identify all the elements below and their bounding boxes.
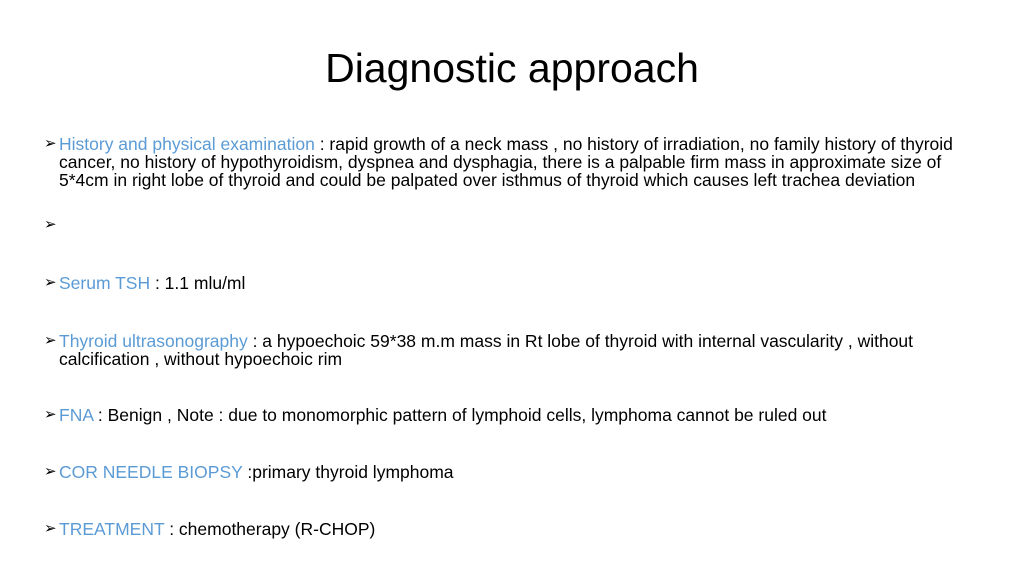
- bullet-body: : chemotherapy (R-CHOP): [164, 519, 376, 539]
- bullet-label: FNA: [59, 405, 94, 425]
- slide-title: Diagnostic approach: [325, 45, 699, 91]
- arrow-bullet-icon: ➢: [44, 463, 57, 480]
- bullet-label: Serum TSH: [59, 273, 151, 293]
- bullet-text: [59, 463, 984, 481]
- bullet-text: [59, 274, 984, 292]
- bullet-text: [59, 520, 984, 538]
- arrow-bullet-icon: ➢: [44, 332, 57, 349]
- arrow-bullet-icon: ➢: [44, 216, 57, 233]
- bullet-text: [59, 406, 984, 424]
- bullet-body: : Benign , Note : due to monomorphic pattern of lymphoid cells, lymphoma cannot be ruled out: [93, 405, 827, 425]
- arrow-bullet-icon: ➢: [44, 274, 57, 291]
- bullet-label: COR NEEDLE BIOPSY: [59, 462, 243, 482]
- bullet-body: : rapid growth of a neck mass , no history of irradiation, no family history of thyroid cancer, no history of hypothyroidism, dyspnea and dysphagia, there is a palpable firm mass in approximate size of 5*4cm in right lobe of thyroid and could be palpated over isthmus of thyroid which causes left trachea deviation: [59, 134, 953, 190]
- bullet-text: [59, 332, 984, 368]
- arrow-bullet-icon: ➢: [44, 520, 57, 537]
- bullet-label: TREATMENT: [59, 519, 165, 539]
- bullet-core-needle-biopsy: [44, 463, 984, 481]
- bullet-serum-tsh: [44, 274, 984, 292]
- bullet-label: History and physical examination: [59, 134, 315, 154]
- bullet-body: : a hypoechoic 59*38 m.m mass in Rt lobe of thyroid with internal vascularity , without calcification , without hypoechoic rim: [59, 331, 914, 369]
- arrow-bullet-icon: ➢: [44, 135, 57, 152]
- bullet-empty: [44, 216, 984, 234]
- bullet-text: [59, 135, 984, 189]
- bullet-fna: [44, 406, 984, 424]
- arrow-bullet-icon: ➢: [44, 406, 57, 423]
- bullet-thyroid-ultrasonography: [44, 332, 984, 368]
- bullet-body: :primary thyroid lymphoma: [242, 462, 454, 482]
- bullet-history-physical: [44, 135, 984, 189]
- bullet-treatment: [44, 520, 984, 538]
- bullet-label: Thyroid ultrasonography: [59, 331, 248, 351]
- bullet-body: : 1.1 mlu/ml: [150, 273, 246, 293]
